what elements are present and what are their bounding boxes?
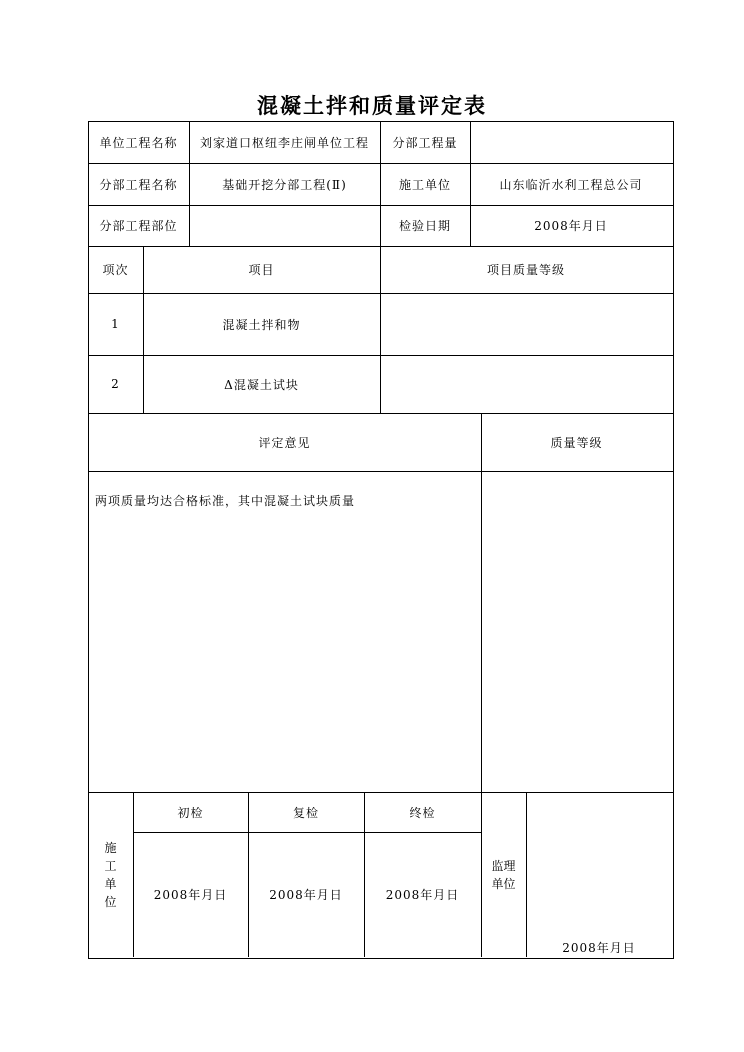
signoff-contractor-label xyxy=(88,792,133,957)
division-name-value: 基础开挖分部工程(Ⅱ) xyxy=(222,177,347,192)
item-row-2-name: Δ混凝土试块 xyxy=(224,377,299,392)
form-title: 混凝土拌和质量评定表 xyxy=(257,94,487,118)
contractor-label: 施工单位 xyxy=(398,177,451,192)
opinion-header: 评定意见 xyxy=(258,435,311,450)
signoff-contractor-char: 施 xyxy=(104,840,117,855)
inspection-date-label: 检验日期 xyxy=(398,219,451,233)
item-row-1-grade xyxy=(380,293,672,355)
item-row-2-no: 2 xyxy=(111,377,120,391)
inspection-date-value: 2008年月日 xyxy=(534,219,608,233)
opinion-text: 两项质量均达合格标准，其中混凝土试块质量 xyxy=(95,494,356,508)
item-row-2-grade xyxy=(380,355,672,413)
division-part-value xyxy=(189,205,380,246)
division-qty-label: 分部工程量 xyxy=(392,135,458,150)
item-row-1-name: 混凝土拌和物 xyxy=(222,317,301,332)
item-name-header: 项目 xyxy=(248,263,275,277)
unit-project-value: 刘家道口枢纽李庄闸单位工程 xyxy=(199,135,369,150)
item-grade-header: 项目质量等级 xyxy=(486,263,565,277)
final-inspection-label: 终检 xyxy=(409,805,436,820)
initial-inspection-label: 初检 xyxy=(177,805,204,820)
signoff-contractor-char: 位 xyxy=(104,894,117,909)
signoff-contractor-char: 工 xyxy=(104,858,117,873)
recheck-date: 2008年月日 xyxy=(269,888,343,902)
initial-inspection-date: 2008年月日 xyxy=(153,888,228,902)
signoff-contractor-char: 单 xyxy=(104,876,117,891)
division-name-label: 分部工程名称 xyxy=(99,177,178,192)
item-row-1-no: 1 xyxy=(111,317,120,331)
item-no-header: 项次 xyxy=(102,263,129,277)
supervisor-label-line: 监理 xyxy=(491,858,516,873)
division-part-label: 分部工程部位 xyxy=(99,219,178,233)
recheck-label: 复检 xyxy=(292,805,319,820)
division-qty-value xyxy=(470,121,672,163)
contractor-value: 山东临沂水利工程总公司 xyxy=(499,177,643,192)
supervisor-date: 2008年月日 xyxy=(562,940,636,955)
grade-value xyxy=(481,471,672,792)
grade-header: 质量等级 xyxy=(550,435,603,450)
unit-project-label: 单位工程名称 xyxy=(99,135,178,150)
supervisor-label-line: 单位 xyxy=(491,876,516,891)
final-inspection-date: 2008年月日 xyxy=(385,888,460,902)
supervisor-label xyxy=(481,792,526,957)
